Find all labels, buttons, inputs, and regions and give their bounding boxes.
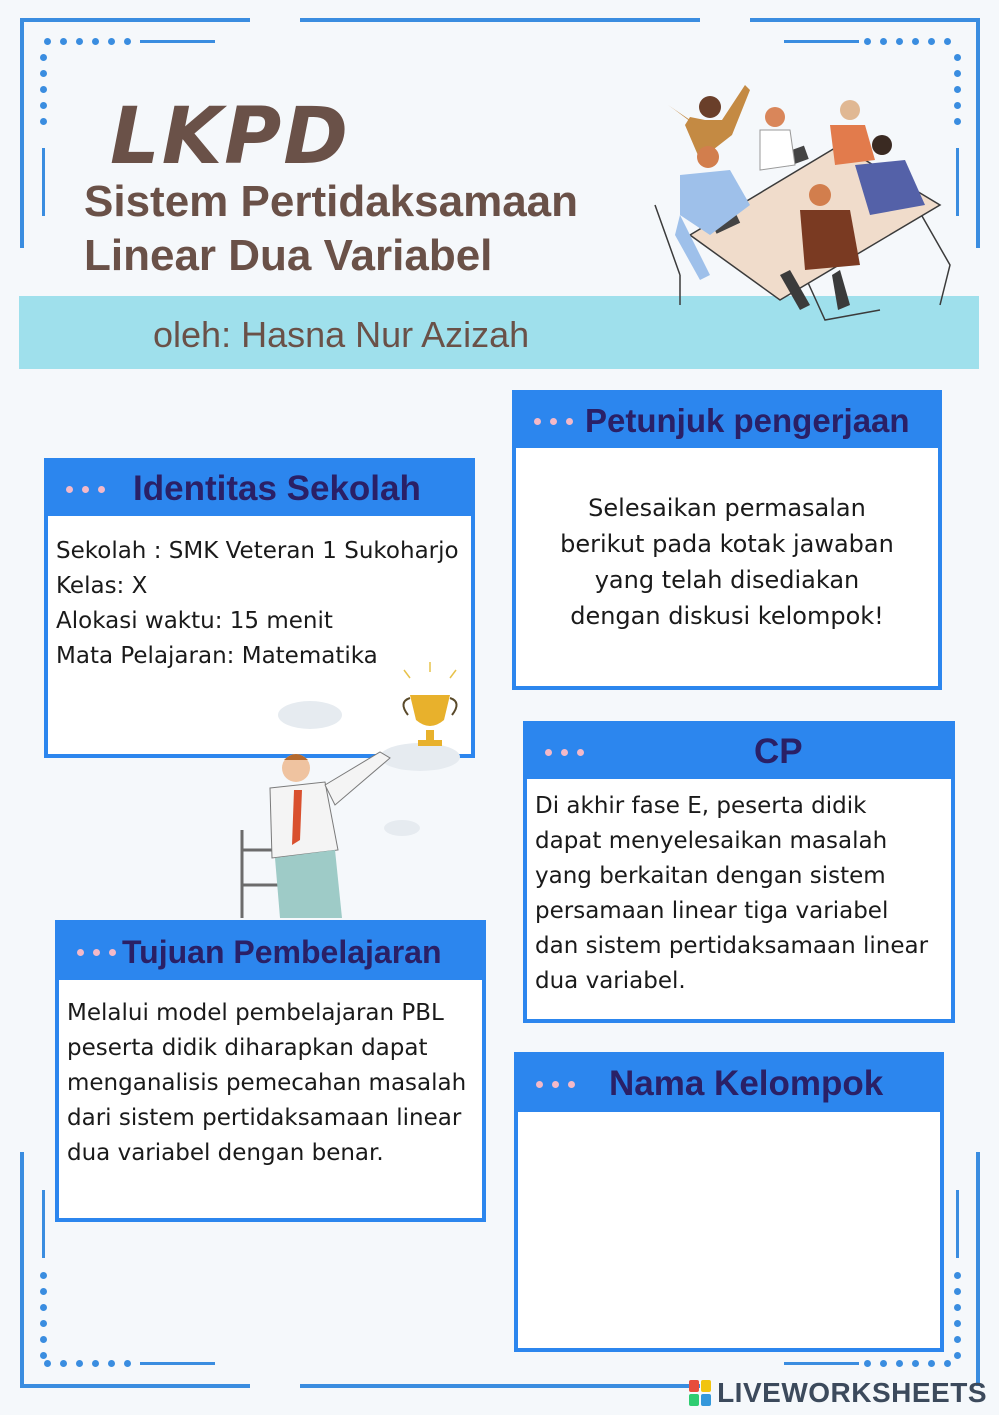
petunjuk-line: Selesaikan permasalan [588,494,866,522]
title-line-2: Linear Dua Variabel [84,231,493,280]
tujuan-line: dari sistem pertidaksamaan linear [67,1105,462,1131]
tujuan-line: dua variabel dengan benar. [67,1140,384,1166]
logo-text-lkpd: LKPD [110,92,351,182]
cp-card [523,721,955,1023]
petunjuk-line: dengan diskusi kelompok! [570,602,884,630]
tujuan-line: peserta didik diharapkan dapat [67,1035,428,1061]
kelompok-title: Nama Kelompok [609,1064,884,1103]
cp-line: yang berkaitan dengan sistem [535,863,886,889]
petunjuk-text [516,490,938,634]
dots-icon [66,486,105,493]
cp-line: dua variabel. [535,968,686,994]
trophy-achievement-illustration [230,660,490,920]
cp-line: Di akhir fase E, peserta didik [535,793,867,819]
dots-icon [77,949,116,956]
liveworksheets-watermark [689,1377,987,1409]
identitas-text [56,534,459,674]
dots-icon [536,1081,575,1088]
tujuan-card [55,920,486,1222]
petunjuk-title: Petunjuk pengerjaan [585,402,910,439]
identitas-line: Sekolah : SMK Veteran 1 Sukoharjo [56,538,459,564]
kelompok-header [518,1056,940,1112]
petunjuk-header [516,394,938,448]
team-meeting-illustration [650,65,965,325]
tujuan-text [67,996,466,1171]
identitas-line: Kelas: X [56,573,148,599]
cp-text [535,789,928,999]
cp-line: dapat menyelesaikan masalah [535,828,888,854]
identitas-header [48,462,471,516]
tujuan-line: Melalui model pembelajaran PBL [67,1000,444,1026]
kelompok-answer-area[interactable] [518,1112,940,1348]
petunjuk-line: yang telah disediakan [594,566,860,594]
dots-icon [534,418,573,425]
page-title [84,175,644,283]
title-line-1: Sistem Pertidaksamaan [84,177,579,226]
identitas-title: Identitas Sekolah [133,469,421,508]
cp-title: CP [754,732,803,771]
tujuan-header [59,924,482,980]
identitas-line: Alokasi waktu: 15 menit [56,608,333,634]
cp-line: dan sistem pertidaksamaan linear [535,933,929,959]
petunjuk-line: berikut pada kotak jawaban [560,530,894,558]
dots-icon [545,749,584,756]
cp-line: persamaan linear tiga variabel [535,898,889,924]
petunjuk-card [512,390,942,690]
identitas-line: Mata Pelajaran: Matematika [56,643,378,669]
cp-header [527,725,951,779]
watermark-text: LIVEWORKSHEETS [717,1377,987,1408]
author-label: oleh: Hasna Nur Azizah [153,314,530,355]
tujuan-line: menganalisis pemecahan masalah [67,1070,467,1096]
tujuan-title: Tujuan Pembelajaran [122,933,442,970]
liveworksheets-logo-icon [689,1380,711,1406]
kelompok-card [514,1052,944,1352]
